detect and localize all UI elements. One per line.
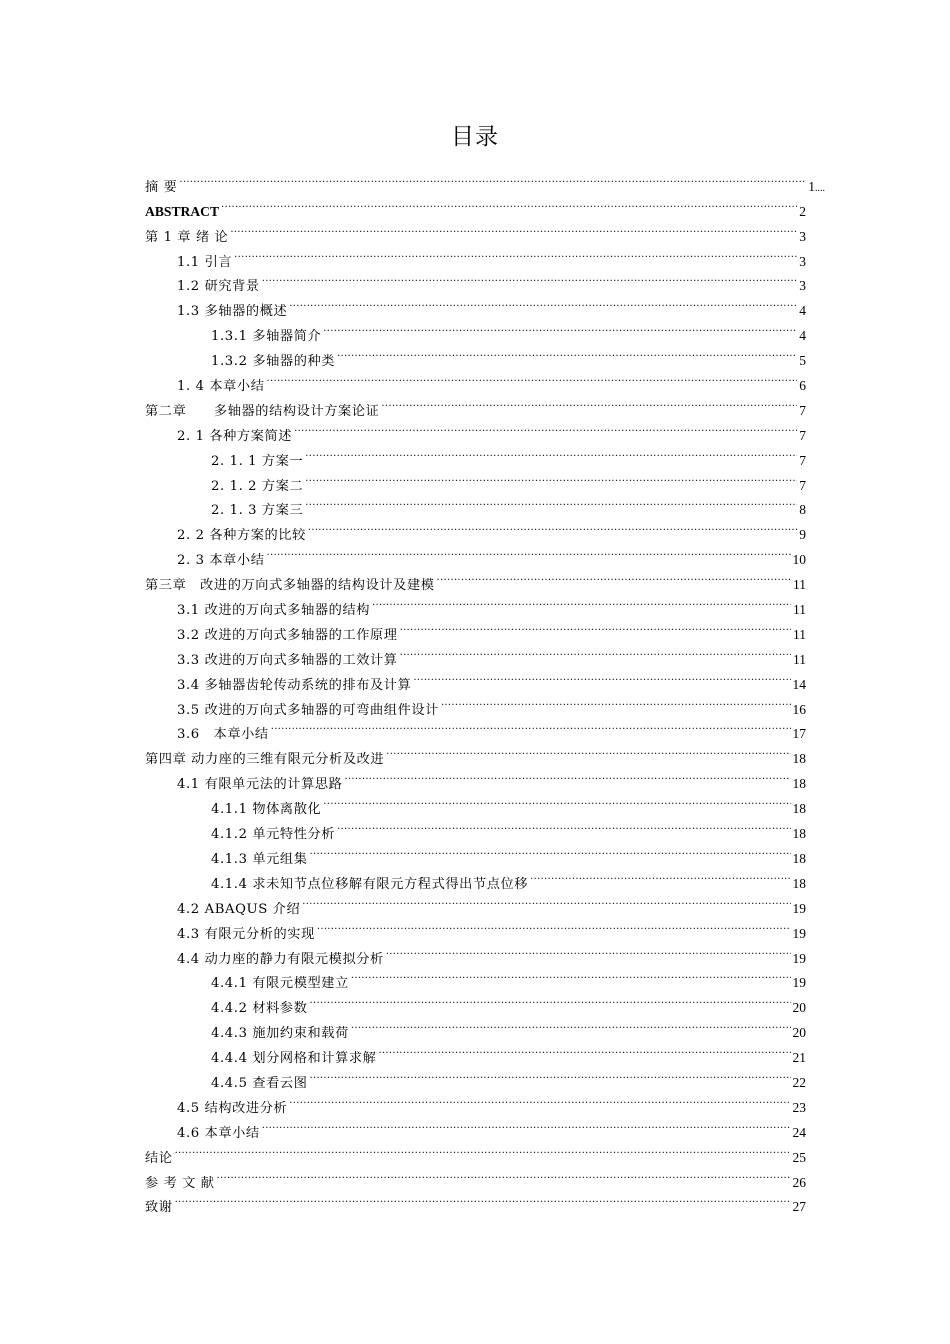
toc-dot-leader <box>400 639 791 664</box>
toc-entry[interactable] <box>145 639 806 668</box>
toc-dot-leader <box>378 1037 790 1062</box>
toc-entry[interactable] <box>145 589 806 619</box>
toc-entry[interactable] <box>145 1112 806 1141</box>
toc-dot-leader <box>302 888 790 913</box>
toc-entry[interactable] <box>145 938 806 967</box>
toc-dot-leader <box>530 863 790 888</box>
toc-entry[interactable] <box>145 465 806 494</box>
toc-entry[interactable] <box>145 440 806 469</box>
toc-entry[interactable] <box>145 166 825 195</box>
toc-entry-label: 1.3.2 多轴器的种类 <box>211 354 336 370</box>
toc-entry-label: 3.6 本章小结 <box>177 727 269 743</box>
toc-dot-leader <box>175 1137 791 1162</box>
toc-dot-leader <box>413 664 790 689</box>
toc-entry-label: 第四章 动力座的三维有限元分析及改进 <box>145 752 385 768</box>
toc-dot-leader <box>351 963 791 988</box>
toc-entry-label: 4.4 动力座的静力有限元模拟分析 <box>177 951 384 967</box>
toc-dot-leader <box>310 1062 791 1087</box>
toc-entry-label: 1.3 多轴器的概述 <box>177 304 288 320</box>
toc-dot-leader <box>400 614 791 639</box>
toc-dot-leader <box>351 1012 791 1037</box>
toc-entry-label: 4.3 有限元分析的实现 <box>177 926 315 942</box>
toc-dot-leader <box>437 564 791 589</box>
toc-entry-page-number: 7 <box>799 452 806 468</box>
toc-dot-leader <box>344 763 790 788</box>
toc-entry-label: 3.3 改进的万向式多轴器的工效计算 <box>177 652 398 668</box>
toc-entry[interactable] <box>145 987 806 1017</box>
toc-entry-page-number: 1 .... <box>808 175 825 202</box>
toc-entry-page-number: 11 <box>793 651 806 667</box>
toc-entry-page-number: 8 <box>799 502 806 518</box>
toc-dot-leader <box>262 266 798 291</box>
toc-entry-page-number: 19 <box>792 900 806 916</box>
toc-entry-label: 参 考 文 献 <box>145 1175 215 1191</box>
toc-entry[interactable] <box>145 1012 806 1042</box>
toc-entry[interactable] <box>145 788 806 818</box>
toc-entry-label: 3.1 改进的万向式多轴器的结构 <box>177 603 371 619</box>
toc-dot-leader <box>386 738 790 763</box>
toc-entry[interactable] <box>145 863 806 892</box>
toc-entry[interactable] <box>145 689 806 718</box>
toc-entry-label: 1.1 引言 <box>177 254 233 270</box>
toc-entry[interactable] <box>145 1137 806 1166</box>
toc-dot-leader <box>441 689 791 714</box>
toc-entry-page-number: 18 <box>792 801 806 817</box>
toc-entry-page-number: 18 <box>792 850 806 866</box>
toc-dot-leader <box>372 589 791 614</box>
toc-entry[interactable] <box>145 738 806 768</box>
toc-entry-page-number: 7 <box>799 402 806 418</box>
toc-entry[interactable] <box>145 1087 806 1116</box>
toc-entry[interactable] <box>145 514 806 544</box>
toc-entry-page-number: 10 <box>792 552 806 568</box>
toc-entry[interactable] <box>145 1162 806 1191</box>
toc-entry-page-number: 4 <box>799 328 806 344</box>
toc-entry-page-number: 19 <box>792 950 806 966</box>
toc-entry-label: 第 1 章 绪 论 <box>145 229 229 245</box>
toc-entry[interactable] <box>145 1037 806 1067</box>
toc-entry-page-number: 14 <box>792 676 806 692</box>
toc-entry-label: 1.3.1 多轴器简介 <box>211 329 322 345</box>
toc-entry-label: 3.4 多轴器齿轮传动系统的排布及计算 <box>177 677 412 693</box>
toc-entry-label: 2. 3 本章小结 <box>177 553 265 569</box>
toc-dot-leader <box>337 340 797 365</box>
toc-entry-page-number: 18 <box>792 751 806 767</box>
toc-entry-label: 3.2 改进的万向式多轴器的工作原理 <box>177 627 398 643</box>
toc-entry-label: 第二章 多轴器的结构设计方案论证 <box>145 403 380 419</box>
toc-dot-leader <box>179 166 806 191</box>
table-of-contents <box>145 166 815 1216</box>
toc-entry-page-number: 7 <box>799 427 806 443</box>
toc-entry-page-number: 20 <box>792 1000 806 1016</box>
toc-dot-leader <box>267 539 791 564</box>
toc-dot-leader <box>289 1087 790 1112</box>
toc-entry[interactable] <box>145 290 806 320</box>
toc-entry-page-number: 26 <box>792 1174 806 1190</box>
toc-entry-label: 4.4.4 划分网格和计算求解 <box>211 1051 377 1067</box>
toc-entry-label: 4.4.2 材料参数 <box>211 1001 308 1017</box>
toc-dot-leader <box>386 938 791 963</box>
toc-dot-leader <box>323 315 797 340</box>
toc-entry-label: 第三章 改进的万向式多轴器的结构设计及建模 <box>145 578 435 594</box>
toc-dot-leader <box>294 415 797 440</box>
toc-entry-label: 4.1.4 求未知节点位移解有限元方程式得出节点位移 <box>211 876 529 892</box>
toc-entry-page-number: 17 <box>792 726 806 742</box>
toc-title: 目录 <box>451 124 499 150</box>
toc-entry-label: 4.1.1 物体离散化 <box>211 802 322 818</box>
toc-entry-page-number: 9 <box>799 527 806 543</box>
toc-dot-leader <box>230 216 797 241</box>
toc-entry-page-number: 18 <box>792 826 806 842</box>
toc-entry-label: 2. 2 各种方案的比较 <box>177 528 306 544</box>
toc-entry-page-number: 7 <box>799 477 806 493</box>
toc-entry-label: 3.5 改进的万向式多轴器的可弯曲组件设计 <box>177 702 439 718</box>
toc-dot-leader <box>234 241 797 266</box>
toc-entry-label: 4.4.3 施加约束和载荷 <box>211 1026 349 1042</box>
toc-dot-leader <box>221 191 797 216</box>
toc-dot-leader <box>305 440 797 465</box>
toc-entry-page-number: 3 <box>799 228 806 244</box>
toc-entry[interactable] <box>145 664 806 693</box>
toc-dot-leader <box>289 290 797 315</box>
toc-entry-label: 4.5 结构改进分析 <box>177 1100 288 1116</box>
toc-entry-page-number: 6 <box>799 378 806 394</box>
toc-entry-page-number: 11 <box>793 602 806 618</box>
toc-entry-label: 2. 1. 3 方案三 <box>211 503 304 519</box>
toc-entry[interactable] <box>145 191 806 219</box>
toc-entry[interactable] <box>145 913 806 942</box>
toc-entry-page-number: 25 <box>792 1149 806 1165</box>
toc-dot-leader <box>217 1162 791 1187</box>
toc-dot-leader <box>381 390 797 415</box>
toc-entry-page-number: 4 <box>799 303 806 319</box>
toc-dot-leader <box>175 1187 791 1212</box>
toc-dot-leader <box>267 365 798 390</box>
toc-entry-page-number: 19 <box>792 975 806 991</box>
toc-entry[interactable] <box>145 415 806 444</box>
toc-entry-page-number: 11 <box>793 626 806 642</box>
toc-dot-leader <box>262 1112 791 1137</box>
toc-entry-label: 4.6 本章小结 <box>177 1125 260 1141</box>
toc-entry-label: 结论 <box>145 1150 173 1166</box>
toc-entry-label: 摘 要 <box>145 179 178 195</box>
toc-entry-label: 4.1.3 单元组集 <box>211 851 308 867</box>
toc-entry[interactable] <box>145 614 806 643</box>
toc-entry[interactable] <box>145 564 806 594</box>
toc-entry-page-number: 19 <box>792 925 806 941</box>
toc-entry[interactable] <box>145 365 806 395</box>
toc-entry[interactable] <box>145 490 806 519</box>
toc-dot-leader <box>305 490 797 515</box>
toc-entry-label: 1.2 研究背景 <box>177 279 260 295</box>
toc-entry-label: 2. 1 各种方案简述 <box>177 428 293 444</box>
toc-dot-leader <box>305 465 797 490</box>
toc-entry-label: 4.1 有限单元法的计算思路 <box>177 777 343 793</box>
toc-entry[interactable] <box>145 714 806 743</box>
toc-entry-page-number: 24 <box>792 1124 806 1140</box>
toc-entry[interactable] <box>145 1062 806 1091</box>
toc-dot-leader <box>308 514 797 539</box>
toc-entry-page-number: 20 <box>792 1025 806 1041</box>
toc-entry[interactable] <box>145 539 806 569</box>
toc-entry[interactable] <box>145 963 806 992</box>
toc-entry[interactable] <box>145 813 806 843</box>
toc-entry-page-number: 21 <box>792 1050 806 1066</box>
toc-entry-label: 2. 1. 1 方案一 <box>211 453 304 469</box>
toc-entry-page-number: 3 <box>799 278 806 294</box>
toc-dot-leader <box>317 913 791 938</box>
toc-entry[interactable] <box>145 390 806 419</box>
toc-entry[interactable] <box>145 241 806 270</box>
toc-entry-label: ABSTRACT <box>145 203 220 219</box>
toc-dot-leader <box>323 788 790 813</box>
toc-entry-label: 2. 1. 2 方案二 <box>211 478 304 494</box>
toc-entry-label: 4.4.5 查看云图 <box>211 1075 308 1091</box>
toc-entry-label: 4.4.1 有限元模型建立 <box>211 976 349 992</box>
toc-entry-page-number: 27 <box>792 1199 806 1215</box>
toc-entry-page-number: 16 <box>792 701 806 717</box>
toc-entry-page-number: 23 <box>792 1099 806 1115</box>
toc-dot-leader <box>271 714 791 739</box>
toc-entry-page-number: 22 <box>792 1074 806 1090</box>
toc-entry-label: 1. 4 本章小结 <box>177 379 265 395</box>
toc-entry[interactable] <box>145 763 806 793</box>
toc-entry[interactable] <box>145 838 806 867</box>
toc-entry[interactable] <box>145 216 806 245</box>
toc-entry-page-number: 18 <box>792 776 806 792</box>
toc-dot-leader <box>337 813 790 838</box>
toc-entry[interactable] <box>145 340 806 370</box>
toc-entry-page-number: 11 <box>793 577 806 593</box>
toc-entry-page-number: 3 <box>799 253 806 269</box>
toc-entry-label: 致谢 <box>145 1200 173 1216</box>
toc-dot-leader <box>310 987 791 1012</box>
toc-entry-label: 4.2 ABAQUS 介绍 <box>177 901 301 917</box>
toc-dot-leader <box>310 838 791 863</box>
toc-entry-page-number: 18 <box>792 875 806 891</box>
toc-entry[interactable] <box>145 315 806 345</box>
toc-entry-page-number: 5 <box>799 353 806 369</box>
toc-entry[interactable] <box>145 888 806 917</box>
toc-entry-label: 4.1.2 单元特性分析 <box>211 827 336 843</box>
toc-entry[interactable] <box>145 266 806 295</box>
toc-entry[interactable] <box>145 1187 806 1216</box>
toc-entry-page-number: 2 <box>799 203 806 219</box>
